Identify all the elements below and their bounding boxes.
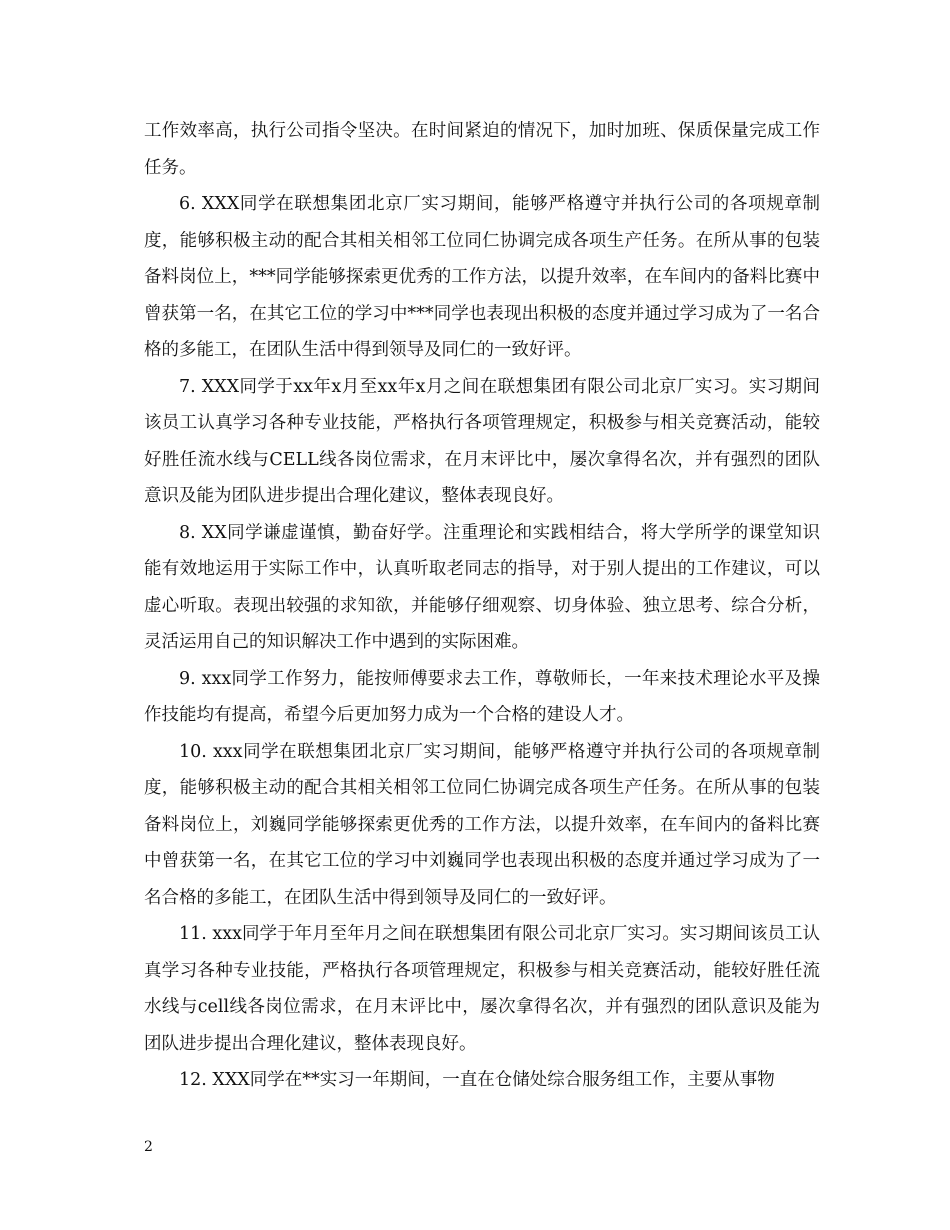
paragraph-6: 6. XXX同学在联想集团北京厂实习期间，能够严格遵守并执行公司的各项规章制度，能够积极主动的配合其相关相邻工位同仁协调完成各项生产任务。在所从事的包装备料岗位上，***同学能够探索更优秀的工作方法，以提升效率，在车间内的备料比赛中曾获第一名，在其它工位的学习中***同学也表现出积极的态度并通过学习成为了一名合格的多能工，在团队生活中得到领导及同仁的一致好评。	[144, 194, 820, 360]
body-text	[144, 113, 820, 1099]
paragraph-9: 9. xxx同学工作努力，能按师傅要求去工作，尊敬师长，一年来技术理论水平及操作技能均有提高，希望今后更加努力成为一个合格的建设人才。	[144, 668, 820, 725]
paragraph-10: 10. xxx同学在联想集团北京厂实习期间，能够严格遵守并执行公司的各项规章制度，能够积极主动的配合其相关相邻工位同仁协调完成各项生产任务。在所从事的包装备料岗位上，刘巍同学能够探索更优秀的工作方法，以提升效率，在车间内的备料比赛中曾获第一名，在其它工位的学习中刘巍同学也表现出积极的态度并通过学习成为了一名合格的多能工，在团队生活中得到领导及同仁的一致好评。	[144, 741, 820, 908]
paragraph-continued: 工作效率高，执行公司指令坚决。在时间紧迫的情况下，加时加班、保质保量完成工作任务。	[144, 121, 820, 178]
paragraph-7: 7. XXX同学于xx年x月至xx年x月之间在联想集团有限公司北京厂实习。实习期间该员工认真学习各种专业技能，严格执行各项管理规定，积极参与相关竞赛活动，能较好胜任流水线与CELL线各岗位需求，在月末评比中，屡次拿得名次，并有强烈的团队意识及能为团队进步提出合理化建议，整体表现良好。	[144, 376, 820, 506]
paragraph-8: 8. XX同学谦虚谨慎，勤奋好学。注重理论和实践相结合，将大学所学的课堂知识能有效地运用于实际工作中，认真听取老同志的指导，对于别人提出的工作建议，可以虚心听取。表现出较强的求知欲，并能够仔细观察、切身体验、独立思考、综合分析，灵活运用自己的知识解决工作中遇到的实际困难。	[144, 522, 820, 652]
paragraph-12: 12. XXX同学在**实习一年期间，一直在仓储处综合服务组工作，主要从事物	[179, 1070, 775, 1090]
page-number: 2	[144, 1139, 153, 1155]
paragraph-11: 11. xxx同学于年月至年月之间在联想集团有限公司北京厂实习。实习期间该员工认真学习各种专业技能，严格执行各项管理规定，积极参与相关竞赛活动，能较好胜任流水线与cell线各岗位需求，在月末评比中，屡次拿得名次，并有强烈的团队意识及能为团队进步提出合理化建议，整体表现良好。	[144, 924, 820, 1054]
